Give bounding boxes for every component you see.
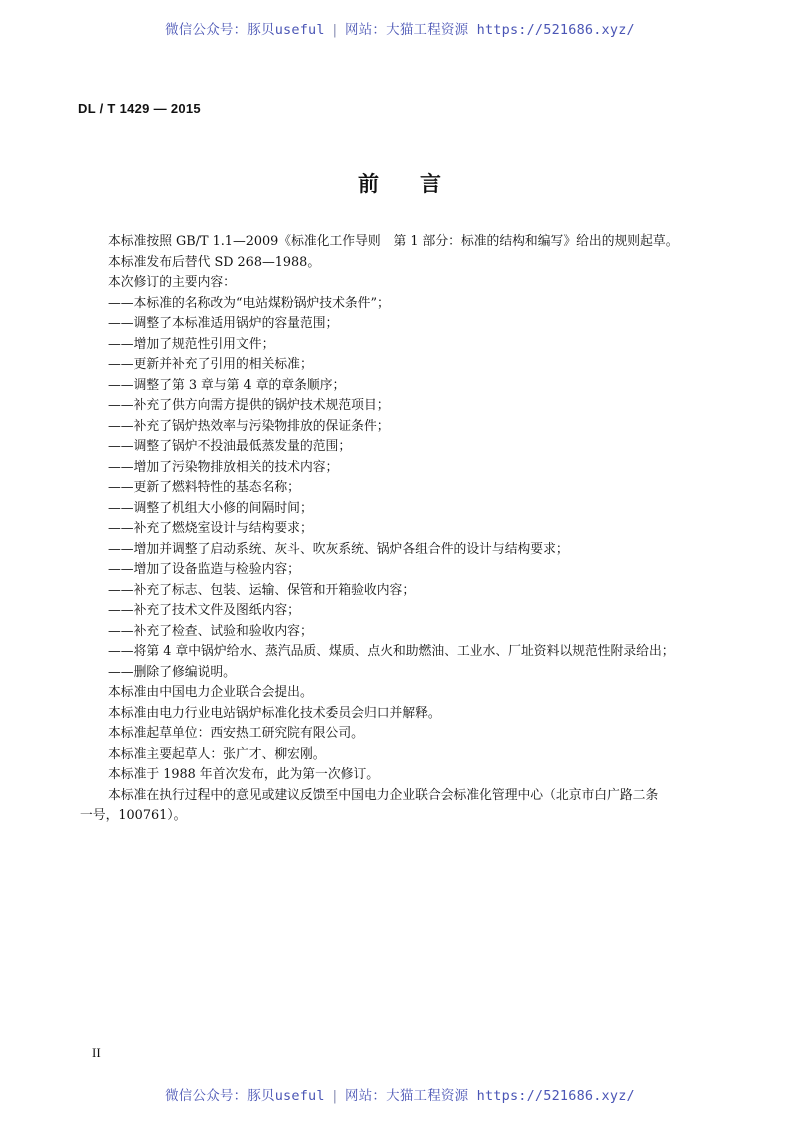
page-title-char-2: 言 bbox=[420, 172, 442, 196]
paragraph: 本标准主要起草人：张广才、柳宏刚。 bbox=[108, 746, 326, 762]
paragraph: 本标准于 1988 年首次发布，此为第一次修订。 bbox=[108, 767, 380, 782]
feedback-paragraph bbox=[80, 786, 720, 827]
list-item: ——补充了检查、试验和验收内容； bbox=[108, 623, 313, 639]
list-item: ——增加了规范性引用文件； bbox=[108, 336, 275, 352]
paragraph: 本标准起草单位：西安热工研究院有限公司。 bbox=[108, 726, 364, 741]
list-item: ——本标准的名称改为“电站煤粉锅炉技术条件”； bbox=[108, 295, 390, 311]
list-item: ——将第 4 章中锅炉给水、蒸汽品质、煤质、点火和助燃油、工业水、厂址资料以规范性附录给出； bbox=[108, 644, 675, 659]
paragraph: 本次修订的主要内容： bbox=[108, 275, 236, 290]
feedback-line-2: 一号，100761）。 bbox=[80, 808, 187, 823]
feedback-line-1: 本标准在执行过程中的意见或建议反馈至中国电力企业联合会标准化管理中心（北京市白广路二条 bbox=[108, 787, 659, 803]
list-item: ——补充了标志、包装、运输、保管和开箱验收内容； bbox=[108, 582, 416, 598]
standard-code: DL / T 1429 — 2015 bbox=[78, 101, 201, 116]
page-number: II bbox=[92, 1045, 101, 1060]
list-item: ——增加了污染物排放相关的技术内容； bbox=[108, 459, 339, 475]
paragraph: 本标准由电力行业电站锅炉标准化技术委员会归口并解释。 bbox=[108, 705, 441, 721]
watermark-top bbox=[0, 18, 800, 38]
watermark-separator: | bbox=[330, 1088, 340, 1104]
paragraph: 本标准由中国电力企业联合会提出。 bbox=[108, 685, 313, 700]
list-item: ——调整了第 3 章与第 4 章的章条顺序； bbox=[108, 377, 346, 393]
list-item: ——调整了锅炉不投油最低蒸发量的范围； bbox=[108, 439, 352, 454]
watermark-separator: | bbox=[330, 22, 340, 38]
watermark-site: 网站：大猫工程资源 https://521686.xyz/ bbox=[345, 1088, 635, 1104]
list-item: ——补充了燃烧室设计与结构要求； bbox=[108, 521, 313, 536]
watermark-bottom bbox=[0, 1084, 800, 1104]
paragraph: 本标准按照 GB/T 1.1—2009《标准化工作导则 第 1 部分：标准的结构和编写》给出的规则起草。 bbox=[108, 234, 679, 249]
list-item: ——增加并调整了启动系统、灰斗、吹灰系统、锅炉各组合件的设计与结构要求； bbox=[108, 541, 569, 557]
list-item: ——调整了机组大小修的间隔时间； bbox=[108, 500, 313, 516]
list-item: ——更新并补充了引用的相关标准； bbox=[108, 357, 313, 372]
watermark-wechat: 微信公众号：豚贝useful bbox=[165, 22, 325, 38]
page-title-char-1: 前 bbox=[358, 172, 380, 196]
list-item: ——补充了技术文件及图纸内容； bbox=[108, 603, 300, 618]
paragraph: 本标准发布后替代 SD 268—1988。 bbox=[108, 254, 321, 270]
watermark-site: 网站：大猫工程资源 https://521686.xyz/ bbox=[345, 22, 635, 38]
list-item: ——调整了本标准适用锅炉的容量范围； bbox=[108, 316, 339, 331]
list-item: ——更新了燃料特性的基态名称； bbox=[108, 480, 300, 495]
list-item: ——补充了锅炉热效率与污染物排放的保证条件； bbox=[108, 418, 390, 434]
list-item: ——补充了供方向需方提供的锅炉技术规范项目； bbox=[108, 398, 390, 413]
list-item: ——删除了修编说明。 bbox=[108, 664, 236, 680]
list-item: ——增加了设备监造与检验内容； bbox=[108, 562, 300, 577]
page-title bbox=[0, 168, 800, 198]
watermark-wechat: 微信公众号：豚贝useful bbox=[165, 1088, 325, 1104]
foreword-body bbox=[80, 232, 720, 827]
